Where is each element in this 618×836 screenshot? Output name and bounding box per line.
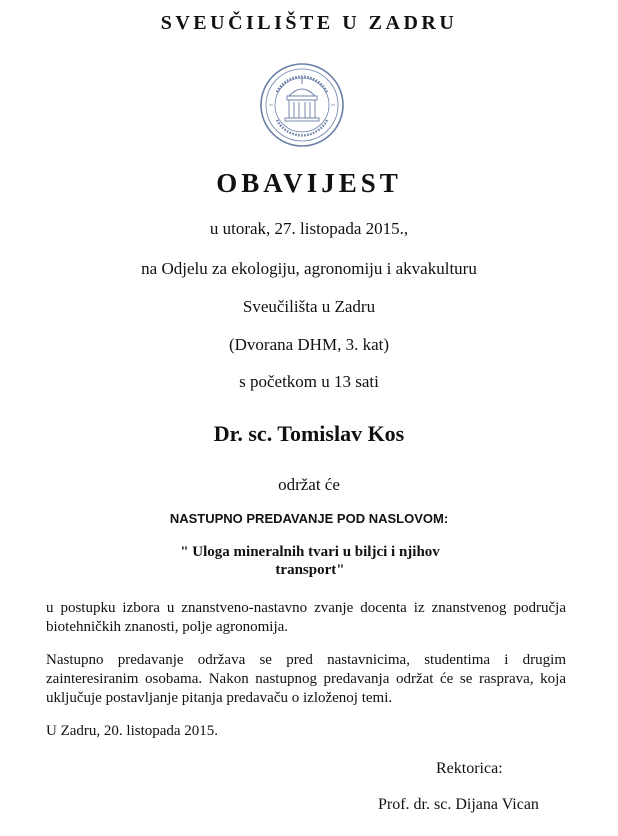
body-paragraph: u postupku izbora u znanstveno-nastavno zvanje docenta iz znanstvenog područja biotehničkih znanosti, polje agronomija. [46,600,566,635]
body-paragraph: Nastupno predavanje održava se pred nastavnicima, studentima i drugim zainteresiranim osobama. Nakon nastupnog predavanja održat će se rasprava, koja uključuje postavljanje pitanja predavaču o izloženoj temi. [46,652,566,706]
event-time: s početkom u 13 sati [239,372,379,391]
signature-role: Rektorica: [436,760,503,777]
university-name: SVEUČILIŠTE U ZADRU [160,12,458,34]
notice-title: OBAVIJEST [216,168,402,198]
event-department: na Odjelu za ekologiju, agronomiju i akvakulturu [141,259,477,278]
will-give-text: održat će [278,475,340,494]
event-university: Sveučilišta u Zadru [242,297,376,316]
event-date: u utorak, 27. listopada 2015., [209,219,409,238]
issue-date: U Zadru, 20. listopada 2015. [46,723,219,739]
lecture-heading: NASTUPNO PREDAVANJE POD NASLOVOM: [169,511,449,526]
lecture-title: " Uloga mineralnih tvari u biljci i njihov transport" [180,544,440,578]
university-seal-icon [259,62,345,148]
signature-name: Prof. dr. sc. Dijana Vican [378,796,539,813]
event-room: (Dvorana DHM, 3. kat) [228,335,390,354]
speaker-name: Dr. sc. Tomislav Kos [213,421,405,446]
